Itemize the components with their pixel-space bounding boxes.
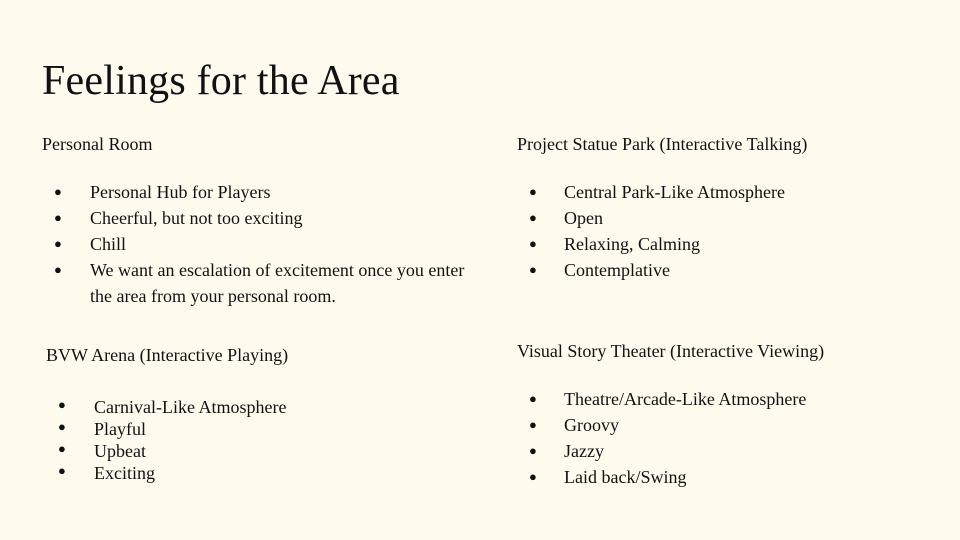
section-heading: BVW Arena (Interactive Playing) [46, 345, 289, 365]
section-heading: Visual Story Theater (Interactive Viewing) [517, 341, 825, 361]
list-item: ● Exciting [46, 462, 466, 484]
list-item: ● Central Park-Like Atmosphere [517, 179, 937, 205]
section-story-theater [517, 341, 937, 490]
list-item: ● Playful [46, 418, 466, 440]
list-item: ● Personal Hub for Players [42, 179, 472, 205]
list-item: ● Open [517, 205, 937, 231]
list-item: ● Chill [42, 231, 472, 257]
list-item: ● Upbeat [46, 440, 466, 462]
section-statue-park [517, 134, 937, 283]
section-bvw-arena [46, 345, 466, 484]
list-item: ● Laid back/Swing [517, 464, 937, 490]
list-item: ● Jazzy [517, 438, 937, 464]
section-heading: Personal Room [42, 134, 153, 154]
bullet-list [517, 179, 937, 283]
list-item: ● Theatre/Arcade-Like Atmosphere [517, 386, 937, 412]
section-personal-room [42, 134, 472, 309]
list-item: ● Contemplative [517, 257, 937, 283]
list-item: ● Cheerful, but not too exciting [42, 205, 472, 231]
bullet-list [42, 179, 472, 309]
list-item: ● Relaxing, Calming [517, 231, 937, 257]
list-item: ● Carnival-Like Atmosphere [46, 396, 466, 418]
bullet-list [46, 396, 466, 484]
list-item: ● Groovy [517, 412, 937, 438]
list-item: ● We want an escalation of excitement once you enter the area from your personal room. [42, 257, 472, 309]
bullet-list [517, 386, 937, 490]
slide-title: Feelings for the Area [42, 58, 400, 104]
section-heading: Project Statue Park (Interactive Talking) [517, 134, 808, 154]
